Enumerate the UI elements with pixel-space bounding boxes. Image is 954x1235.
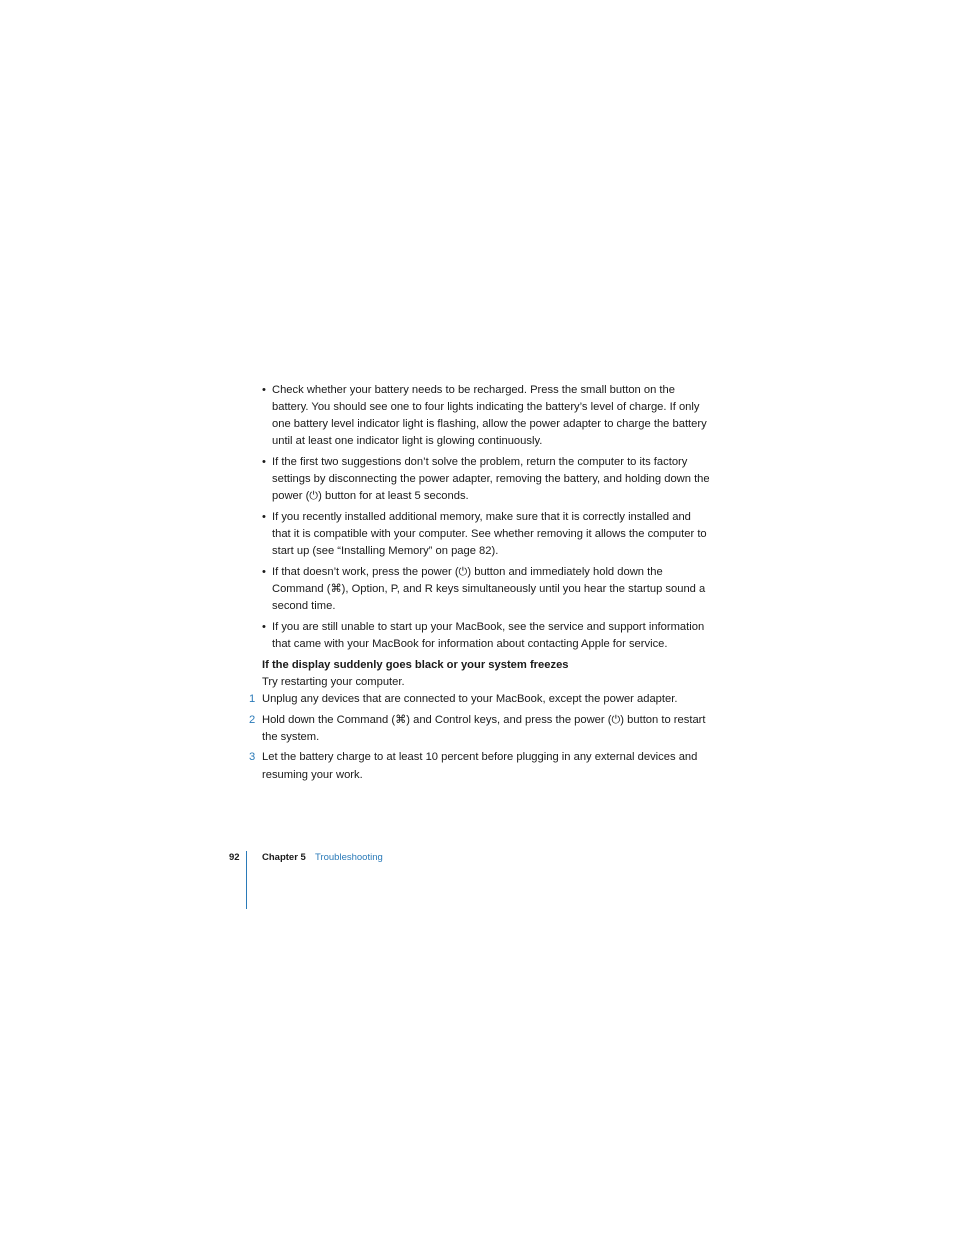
section-intro: Try restarting your computer.: [262, 675, 405, 688]
step-item: [249, 712, 712, 746]
chapter-label: Chapter 5: [262, 852, 306, 863]
troubleshooting-bullet-list: [262, 382, 712, 653]
chapter-title: Troubleshooting: [315, 852, 383, 863]
step-number: 2: [249, 713, 256, 726]
page-number: 92: [229, 852, 240, 863]
section-heading: If the display suddenly goes black or your system freezes: [262, 658, 569, 671]
page-footer: [0, 851, 954, 911]
bullet-item: • If you are still unable to start up your MacBook, see the service and support information that came with your MacBook for information about contacting Apple for service.: [262, 619, 712, 653]
numbered-steps: [249, 691, 712, 784]
page-content: [249, 382, 712, 787]
step-text: Hold down the Command (⌘) and Control keys, and press the power (⏻) button to restart the system.: [262, 713, 706, 743]
step-item: [249, 749, 712, 783]
step-text: Let the battery charge to at least 10 percent before plugging in any external devices and resuming your work.: [262, 751, 698, 781]
footer-divider: [246, 851, 247, 909]
step-item: [249, 691, 712, 708]
step-number: 3: [249, 751, 256, 764]
bullet-item: • If that doesn’t work, press the power (⏻) button and immediately hold down the Command (⌘), Option, P, and R keys simultaneously until you hear the startup sound a second time.: [262, 564, 712, 615]
step-text: Unplug any devices that are connected to your MacBook, except the power adapter.: [262, 692, 678, 705]
bullet-item: • If you recently installed additional memory, make sure that it is correctly installed and that it is compatible with your computer. See whether removing it allows the computer to start up (see “Installing Memory” on page 82).: [262, 509, 712, 560]
bullet-item: • Check whether your battery needs to be recharged. Press the small button on the battery. You should see one to four lights indicating the battery’s level of charge. If only one battery level indicator light is flashing, allow the power adapter to charge the battery until at least one indicator light is glowing continuously.: [262, 382, 712, 450]
bullet-item: • If the first two suggestions don’t solve the problem, return the computer to its factory settings by disconnecting the power adapter, removing the battery, and holding down the power (⏻) button for at least 5 seconds.: [262, 454, 712, 505]
step-number: 1: [249, 692, 256, 705]
